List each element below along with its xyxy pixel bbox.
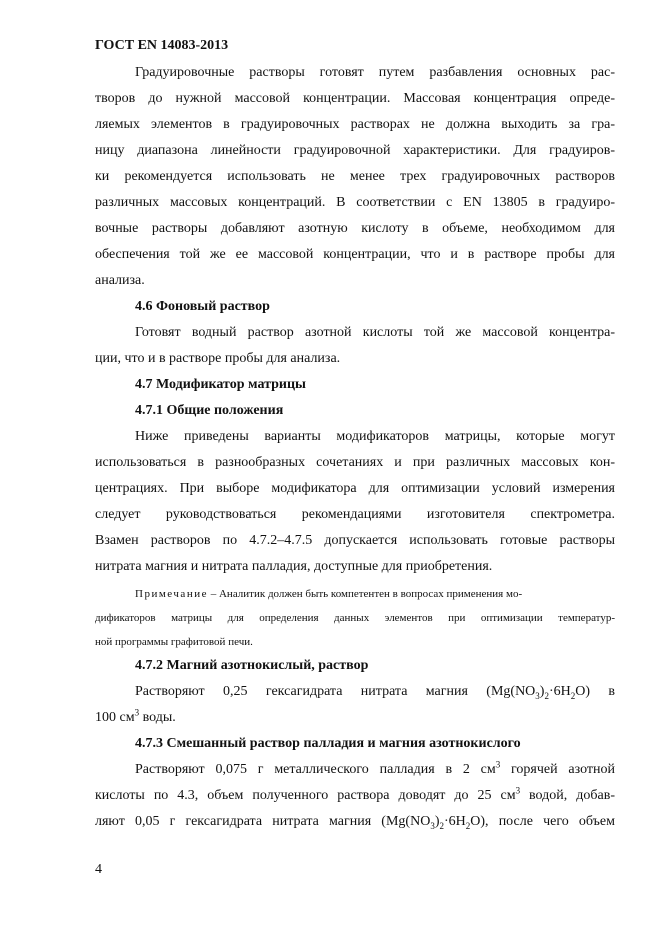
note-line <box>135 586 615 602</box>
note-line: дификаторов матрицы для определения данных элементов при оптимизации температур- <box>95 612 615 624</box>
paragraph-line: кислоты по 4.3, объем полученного раствора доводят до 25 $см^3$ водой, добав- <box>95 785 615 803</box>
section-title-4-7-2: 4.7.2 Магний азотнокислый, раствор <box>135 658 369 673</box>
section-title-4-6: 4.6 Фоновый раствор <box>135 299 270 314</box>
paragraph-line: ции, что и в растворе пробы для анализа. <box>95 351 341 366</box>
paragraph-line: 100 $см^3$ воды. <box>95 707 176 725</box>
paragraph-line: анализа. <box>95 273 145 288</box>
paragraph-line: центрациях. При выборе модификатора для оптимизации условий измерения <box>95 481 615 496</box>
section-title-4-7-3: 4.7.3 Смешанный раствор палладия и магния азотнокислого <box>135 736 521 751</box>
paragraph-line: ки рекомендуется использовать не менее трех градуировочных растворов <box>95 169 615 184</box>
note-text: – Аналитик должен быть компетентен в вопросах применения мо- <box>207 588 523 600</box>
paragraph-line: творов до нужной массовой концентрации. Массовая концентрация опреде- <box>95 91 615 106</box>
document-header: ГОСТ EN 14083-2013 <box>95 38 229 53</box>
paragraph-line: нитрата магния и нитрата палладия, доступные для приобретения. <box>95 559 493 574</box>
note-line: ной программы графитовой печи. <box>95 636 253 648</box>
paragraph-line: Растворяют 0,075 г металлического палладия в 2 $см^3$ горячей азотной <box>135 759 615 777</box>
paragraph-line: различных массовых концентраций. В соответствии с EN 13805 в градуиро- <box>95 195 615 210</box>
paragraph-line: ницу диапазона линейности градуировочной характеристики. Для градуиров- <box>95 143 615 158</box>
paragraph-line: Ниже приведены варианты модификаторов матрицы, которые могут <box>135 429 615 444</box>
section-title-4-7: 4.7 Модификатор матрицы <box>135 377 306 392</box>
note-label: Примечание <box>135 588 208 600</box>
section-title-4-7-1: 4.7.1 Общие положения <box>135 403 284 418</box>
paragraph-line: ляют 0,05 г гексагидрата нитрата магния $(Mg(NO_3)_2\cdot 6H_2O)$, после чего объем <box>95 814 615 831</box>
paragraph-line: обеспечения той же ее массовой концентрации, что и в растворе пробы для <box>95 247 615 262</box>
paragraph-line: Растворяют 0,25 гексагидрата нитрата магния $(Mg(NO_3)_2\cdot 6H_2O)$ в <box>135 684 615 701</box>
paragraph-line: Взамен растворов по 4.7.2–4.7.5 допускается использовать готовые растворы <box>95 533 615 548</box>
paragraph-line: использоваться в разнообразных сочетаниях и при различных массовых кон- <box>95 455 615 470</box>
paragraph-line: вочные растворы добавляют азотную кислоту в объеме, необходимом для <box>95 221 615 236</box>
paragraph-line: Градуировочные растворы готовят путем разбавления основных рас- <box>135 65 615 80</box>
paragraph-line: следует руководствоваться рекомендациями изготовителя спектрометра. <box>95 507 615 522</box>
page-number: 4 <box>95 862 102 877</box>
paragraph-line: Готовят водный раствор азотной кислоты той же массовой концентра- <box>135 325 615 340</box>
paragraph-line: ляемых элементов в градуировочных растворах не должна выходить за гра- <box>95 117 615 132</box>
